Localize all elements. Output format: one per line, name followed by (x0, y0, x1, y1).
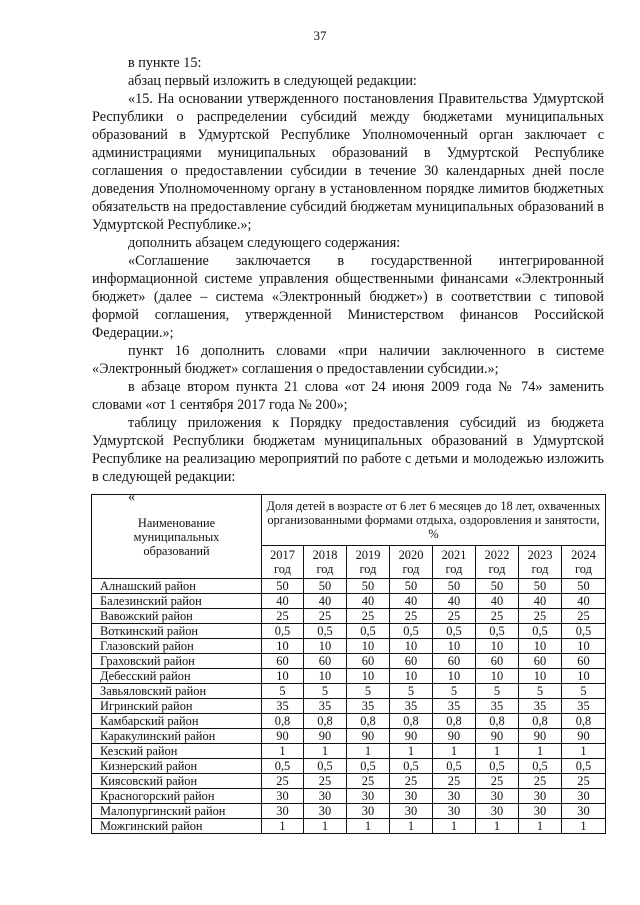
share-value: 25 (304, 609, 347, 624)
share-value: 90 (562, 729, 606, 744)
table-row (92, 639, 606, 654)
share-value: 0,5 (562, 759, 606, 774)
share-value: 10 (304, 639, 347, 654)
share-value: 60 (562, 654, 606, 669)
table-row (92, 594, 606, 609)
share-value: 30 (519, 804, 562, 819)
share-value: 35 (347, 699, 390, 714)
share-value: 30 (562, 789, 606, 804)
municipality-name: Алнашский район (92, 579, 262, 594)
paragraph: в абзаце втором пункта 21 слова «от 24 июня 2009 года № 74» заменить словами «от 1 сентября 2017 года № 200»; (92, 379, 604, 413)
table-row (92, 714, 606, 729)
share-value: 60 (390, 654, 433, 669)
share-value: 25 (347, 609, 390, 624)
share-value: 60 (476, 654, 519, 669)
share-value: 5 (262, 684, 304, 699)
share-value: 50 (347, 579, 390, 594)
subsidy-table (91, 494, 606, 834)
share-value: 10 (262, 669, 304, 684)
share-value: 10 (433, 669, 476, 684)
paragraph: «Соглашение заключается в государственной интегрированной информационной системе управления общественными финансами «Электронный бюджет» (далее – система «Электронный бюджет») в соответствии с типовой формой соглашения, утвержденной Министерством финансов Российской Федерации.»; (92, 253, 604, 341)
share-value: 90 (476, 729, 519, 744)
share-value: 25 (304, 774, 347, 789)
share-value: 60 (519, 654, 562, 669)
share-value: 10 (519, 639, 562, 654)
quote-open-mark: « (128, 489, 136, 505)
municipality-name: Балезинский район (92, 594, 262, 609)
share-value: 40 (262, 594, 304, 609)
table-row (92, 789, 606, 804)
share-value: 0,5 (519, 624, 562, 639)
share-value: 10 (562, 669, 606, 684)
share-value: 1 (262, 819, 304, 834)
share-value: 30 (347, 789, 390, 804)
share-value: 0,5 (304, 624, 347, 639)
share-value: 1 (476, 819, 519, 834)
share-value: 35 (304, 699, 347, 714)
share-value: 10 (476, 639, 519, 654)
share-value: 5 (476, 684, 519, 699)
table-row (92, 579, 606, 594)
municipality-name: Киясовский район (92, 774, 262, 789)
share-value: 0,8 (562, 714, 606, 729)
share-value: 30 (304, 789, 347, 804)
share-value: 60 (433, 654, 476, 669)
share-value: 0,8 (519, 714, 562, 729)
table-row (92, 699, 606, 714)
share-value: 10 (390, 669, 433, 684)
share-value: 0,5 (476, 759, 519, 774)
share-value: 25 (390, 774, 433, 789)
year-header: 2018 год (304, 546, 347, 579)
share-value: 5 (519, 684, 562, 699)
page-number: 37 (313, 28, 327, 43)
share-value: 25 (262, 609, 304, 624)
share-value: 0,5 (433, 624, 476, 639)
share-value: 30 (390, 789, 433, 804)
share-value: 50 (433, 579, 476, 594)
share-value: 30 (476, 789, 519, 804)
table-row (92, 684, 606, 699)
paragraph: «15. На основании утвержденного постановления Правительства Удмуртской Республики о распределении субсидий между бюджетами муниципальных образований в Удмуртской Республике Уполномоченный орган заключает с администрациями муниципальных образований в Удмуртской Республике соглашения о предоставлении субсидии в течение 30 календарных дней после доведения Уполномоченному органу в установленном порядке лимитов бюджетных обязательств на предоставление субсидий бюджетам муниципальных образований в Удмуртской Республике.»; (92, 91, 604, 233)
municipality-name: Воткинский район (92, 624, 262, 639)
table-row (92, 804, 606, 819)
share-value: 50 (390, 579, 433, 594)
share-value: 35 (433, 699, 476, 714)
share-value: 1 (390, 744, 433, 759)
share-value: 10 (304, 669, 347, 684)
municipality-name: Граховский район (92, 654, 262, 669)
share-value: 10 (433, 639, 476, 654)
share-value: 0,5 (347, 759, 390, 774)
share-value: 50 (262, 579, 304, 594)
share-value: 10 (347, 639, 390, 654)
share-value: 10 (476, 669, 519, 684)
share-value: 30 (262, 789, 304, 804)
share-value: 10 (347, 669, 390, 684)
municipality-name: Малопургинский район (92, 804, 262, 819)
municipality-column-header: Наименование муниципальных образований (92, 495, 262, 579)
share-value: 10 (562, 639, 606, 654)
share-value: 1 (347, 744, 390, 759)
paragraph: абзац первый изложить в следующей редакции: (128, 73, 417, 89)
share-value: 35 (519, 699, 562, 714)
share-value: 30 (476, 804, 519, 819)
share-value: 25 (262, 774, 304, 789)
share-value: 0,8 (476, 714, 519, 729)
share-value: 40 (519, 594, 562, 609)
share-value: 10 (262, 639, 304, 654)
share-value: 30 (433, 804, 476, 819)
share-value: 50 (519, 579, 562, 594)
municipality-name: Камбарский район (92, 714, 262, 729)
municipality-name: Красногорский район (92, 789, 262, 804)
year-header: 2019 год (347, 546, 390, 579)
municipality-name: Каракулинский район (92, 729, 262, 744)
share-value: 60 (347, 654, 390, 669)
paragraph: в пункте 15: (128, 55, 202, 71)
share-value: 25 (476, 774, 519, 789)
share-value: 25 (476, 609, 519, 624)
share-value: 0,5 (390, 759, 433, 774)
share-value: 1 (562, 819, 606, 834)
share-value: 1 (262, 744, 304, 759)
table-row (92, 654, 606, 669)
share-value: 0,5 (433, 759, 476, 774)
share-value: 25 (433, 774, 476, 789)
share-value: 0,5 (562, 624, 606, 639)
year-header: 2021 год (433, 546, 476, 579)
share-value: 40 (347, 594, 390, 609)
share-value: 1 (304, 819, 347, 834)
municipality-name: Глазовский район (92, 639, 262, 654)
municipality-name: Вавожский район (92, 609, 262, 624)
share-value: 40 (304, 594, 347, 609)
share-column-header: Доля детей в возрасте от 6 лет 6 месяцев до 18 лет, охваченных организованными формами отдыха, оздоровления и занятости, % (262, 495, 606, 546)
table-row (92, 819, 606, 834)
share-value: 30 (562, 804, 606, 819)
table-row (92, 729, 606, 744)
share-value: 1 (390, 819, 433, 834)
share-value: 50 (476, 579, 519, 594)
share-value: 0,5 (476, 624, 519, 639)
share-value: 90 (433, 729, 476, 744)
share-value: 40 (433, 594, 476, 609)
paragraph: таблицу приложения к Порядку предоставления субсидий из бюджета Удмуртской Республики бюджетам муниципальных образований в Удмуртской Республике на реализацию мероприятий по работе с детьми и молодежью изложить в следующей редакции: (92, 415, 604, 485)
share-value: 5 (433, 684, 476, 699)
share-value: 30 (304, 804, 347, 819)
share-value: 0,5 (390, 624, 433, 639)
share-value: 35 (562, 699, 606, 714)
municipality-name: Кезский район (92, 744, 262, 759)
share-value: 10 (390, 639, 433, 654)
share-value: 1 (476, 744, 519, 759)
share-value: 5 (562, 684, 606, 699)
document-body (92, 54, 604, 506)
share-value: 90 (347, 729, 390, 744)
share-value: 90 (262, 729, 304, 744)
share-value: 25 (347, 774, 390, 789)
share-value: 1 (519, 744, 562, 759)
share-value: 25 (390, 609, 433, 624)
share-value: 0,8 (347, 714, 390, 729)
share-value: 25 (562, 609, 606, 624)
municipality-name: Завьяловский район (92, 684, 262, 699)
share-value: 25 (519, 774, 562, 789)
municipality-name: Кизнерский район (92, 759, 262, 774)
share-value: 25 (562, 774, 606, 789)
table-row (92, 744, 606, 759)
share-value: 1 (433, 744, 476, 759)
share-value: 35 (262, 699, 304, 714)
share-value: 0,5 (262, 624, 304, 639)
municipality-name: Дебесский район (92, 669, 262, 684)
share-value: 10 (519, 669, 562, 684)
paragraph: пункт 16 дополнить словами «при наличии заключенного в системе «Электронный бюджет» соглашения о предоставлении субсидии.»; (92, 343, 604, 377)
share-value: 90 (390, 729, 433, 744)
table-row (92, 774, 606, 789)
table-row (92, 759, 606, 774)
share-value: 1 (347, 819, 390, 834)
share-value: 90 (519, 729, 562, 744)
share-value: 25 (433, 609, 476, 624)
share-value: 1 (562, 744, 606, 759)
share-value: 0,5 (304, 759, 347, 774)
share-value: 30 (262, 804, 304, 819)
year-header: 2023 год (519, 546, 562, 579)
share-value: 5 (390, 684, 433, 699)
share-value: 30 (433, 789, 476, 804)
share-value: 25 (519, 609, 562, 624)
share-value: 0,8 (262, 714, 304, 729)
share-value: 5 (304, 684, 347, 699)
share-value: 0,8 (433, 714, 476, 729)
share-value: 60 (262, 654, 304, 669)
municipality-name: Игринский район (92, 699, 262, 714)
year-header: 2024 год (562, 546, 606, 579)
share-value: 50 (562, 579, 606, 594)
share-value: 0,5 (519, 759, 562, 774)
share-value: 50 (304, 579, 347, 594)
share-value: 30 (390, 804, 433, 819)
share-value: 90 (304, 729, 347, 744)
share-value: 35 (390, 699, 433, 714)
share-value: 0,8 (390, 714, 433, 729)
share-value: 0,5 (262, 759, 304, 774)
table-row (92, 669, 606, 684)
table-row (92, 624, 606, 639)
paragraph: дополнить абзацем следующего содержания: (128, 235, 401, 251)
share-value: 60 (304, 654, 347, 669)
year-header: 2022 год (476, 546, 519, 579)
table-row (92, 609, 606, 624)
municipality-name: Можгинский район (92, 819, 262, 834)
share-value: 40 (562, 594, 606, 609)
share-value: 40 (390, 594, 433, 609)
share-value: 35 (476, 699, 519, 714)
share-value: 30 (519, 789, 562, 804)
table-body (92, 579, 606, 834)
share-value: 1 (433, 819, 476, 834)
share-value: 0,8 (304, 714, 347, 729)
share-value: 0,5 (347, 624, 390, 639)
share-value: 40 (476, 594, 519, 609)
year-header: 2017 год (262, 546, 304, 579)
share-value: 1 (304, 744, 347, 759)
share-value: 30 (347, 804, 390, 819)
share-value: 5 (347, 684, 390, 699)
year-header: 2020 год (390, 546, 433, 579)
share-value: 1 (519, 819, 562, 834)
